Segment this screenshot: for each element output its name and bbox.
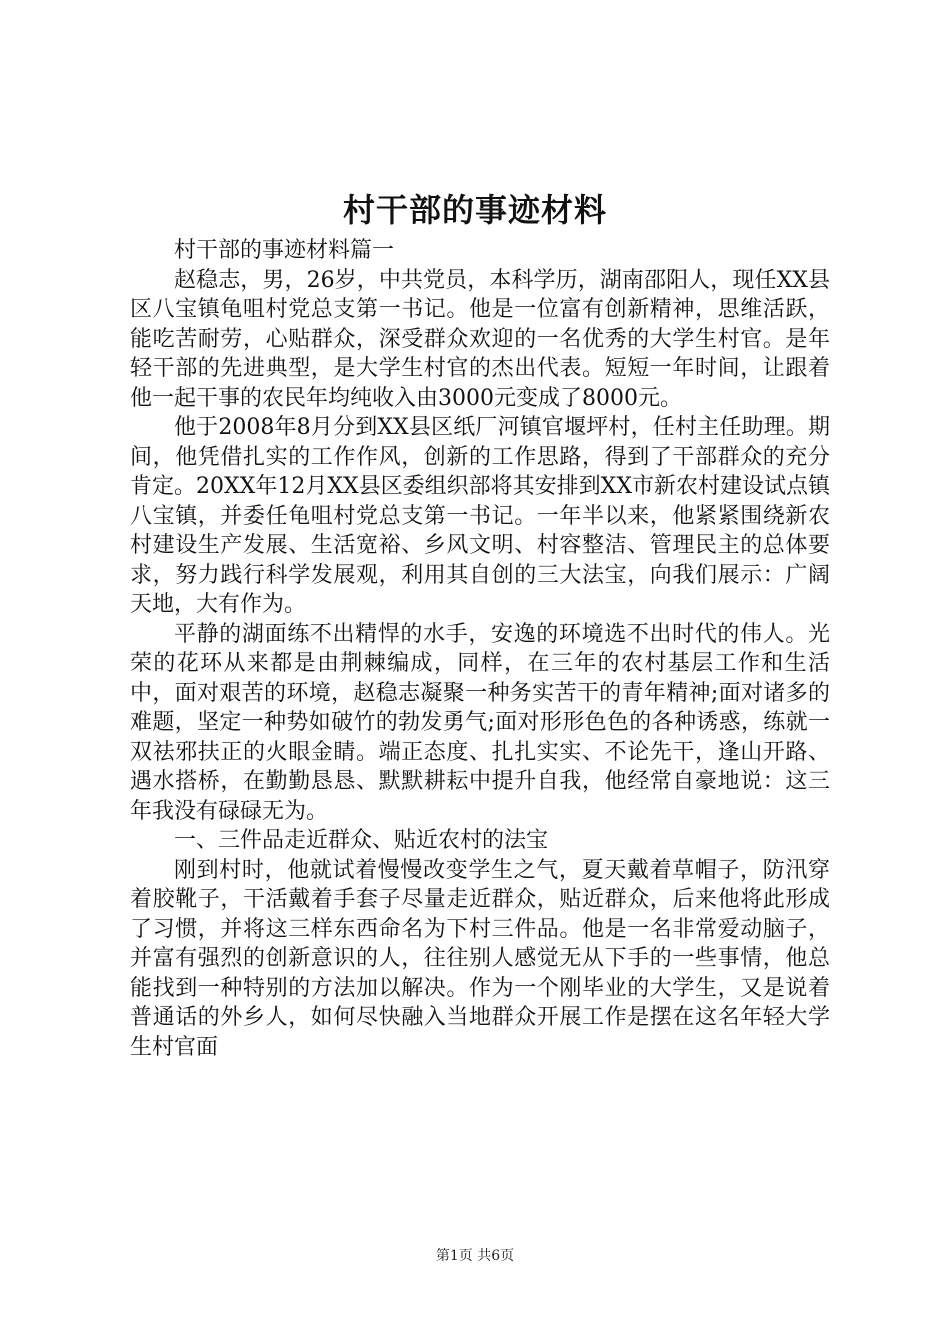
page-number-footer: 第1页 共6页 <box>435 1248 515 1264</box>
paragraph: 平静的湖面练不出精悍的水手，安逸的环境选不出时代的伟人。光荣的花环从来都是由荆棘编成，同样，在三年的农村基层工作和生活中，面对艰苦的环境，赵稳志凝聚一种务实苦干的青年精神;面对诸多的难题，坚定一种势如破竹的勃发勇气;面对形形色色的各种诱惑，练就一双祛邪扶正的火眼金睛。端正态度、扎扎实实、不论先干，逢山开路、遇水搭桥，在勤勤恳恳、默默耕耘中提升自我，他经常自豪地说：这三年我没有碌碌无为。 <box>130 621 830 824</box>
paragraph: 刚到村时，他就试着慢慢改变学生之气，夏天戴着草帽子，防汛穿着胶靴子，干活戴着手套子尽量走近群众，贴近群众，后来他将此形成了习惯，并将这三样东西命名为下村三件品。他是一名非常爱动脑子，并富有强烈的创新意识的人，往往别人感觉无从下手的一些事情，他总能找到一种特别的方法加以解决。作为一个刚毕业的大学生，又是说着普通话的外乡人，如何尽快融入当地群众开展工作是摆在这名年轻大学生村官面 <box>130 857 830 1060</box>
document-body <box>130 236 830 1062</box>
subsection-heading: 一、三件品走近群众、贴近农村的法宝 <box>174 828 549 853</box>
page-title: 村干部的事迹材料 <box>342 191 607 229</box>
paragraph: 赵稳志，男，26岁，中共党员，本科学历，湖南邵阳人，现任XX县区八宝镇龟咀村党总支第一书记。他是一位富有创新精神，思维活跃，能吃苦耐劳，心贴群众，深受群众欢迎的一名优秀的大学生村官。是年轻干部的先进典型，是大学生村官的杰出代表。短短一年时间，让跟着他一起干事的农民年均纯收入由3000元变成了8000元。 <box>130 267 830 411</box>
paragraph: 他于2008年8月分到XX县区纸厂河镇官堰坪村，任村主任助理。期间，他凭借扎实的工作作风，创新的工作思路，得到了干部群众的充分肯定。20XX年12月XX县区委组织部将其安排到XX市新农村建设试点镇八宝镇，并委任龟咀村党总支第一书记。一年半以来，他紧紧围绕新农村建设生产发展、生活宽裕、乡风文明、村容整洁、管理民主的总体要求，努力践行科学发展观，利用其自创的三大法宝，向我们展示：广阔天地，大有作为。 <box>130 415 830 617</box>
section-heading: 村干部的事迹材料篇一 <box>174 238 395 263</box>
